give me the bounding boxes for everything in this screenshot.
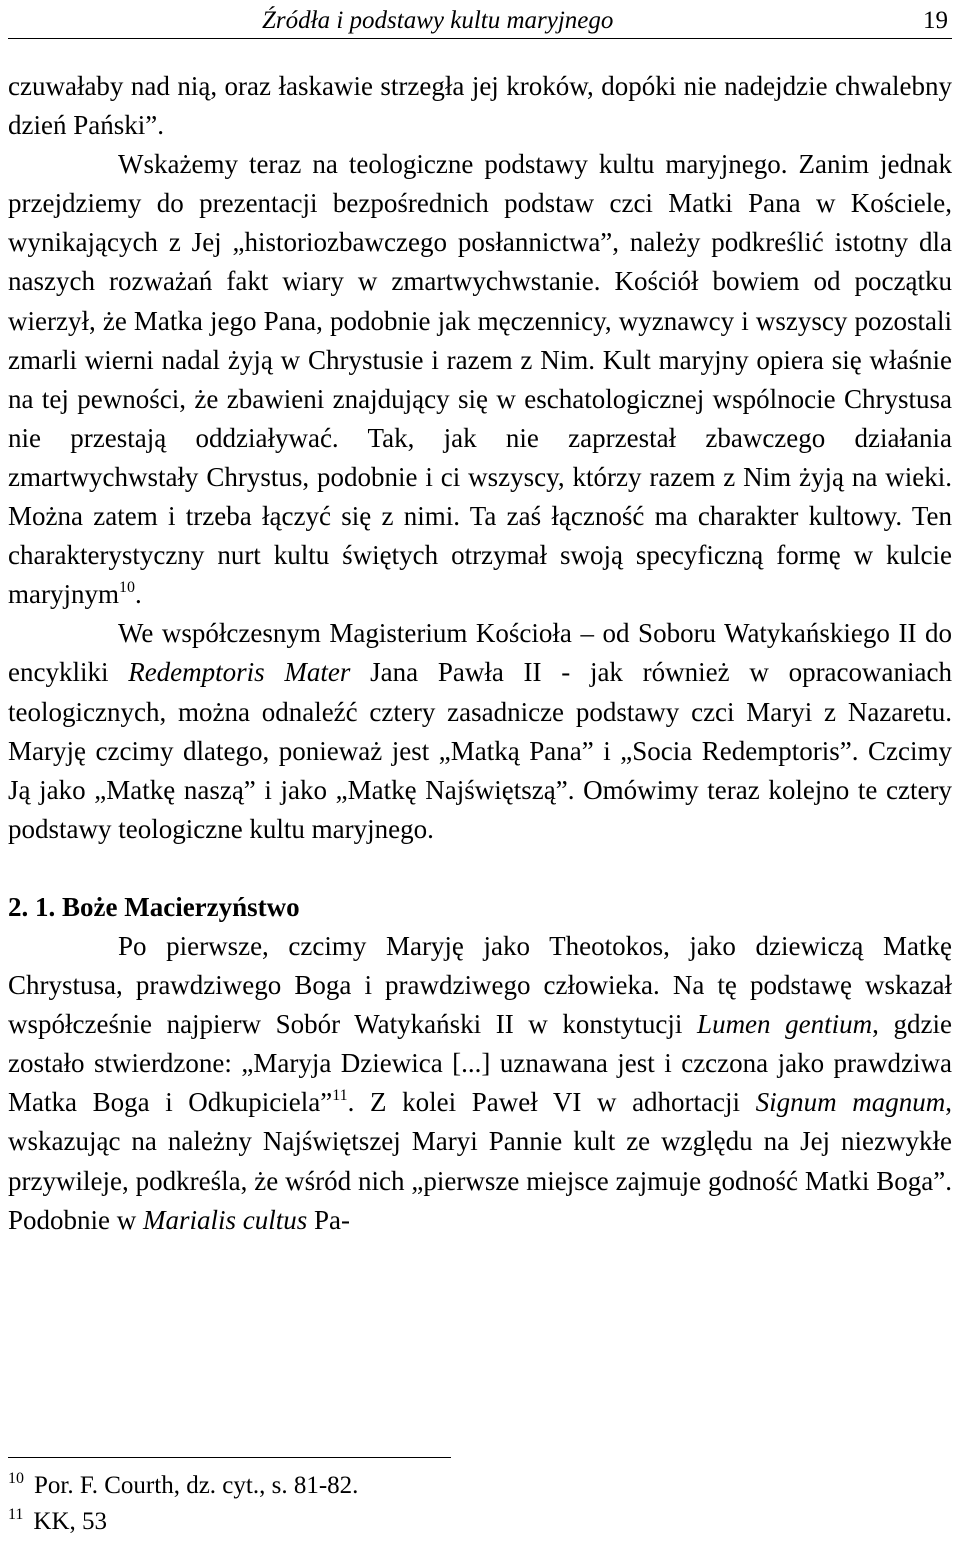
running-title: Źródła i podstawy kultu maryjnego (262, 7, 614, 34)
paragraph-2 (8, 145, 952, 614)
paragraph-2-end: . (134, 579, 142, 610)
marialis-cultus-title: Marialis cultus (143, 1204, 308, 1235)
paragraph-3 (8, 614, 952, 849)
footnote-ref-11: 11 (332, 1087, 348, 1105)
footnote-ref-10: 10 (118, 579, 135, 597)
body-text (8, 67, 952, 1240)
paragraph-4-text-c: . Z kolei Paweł VI w adhortacji (347, 1087, 756, 1118)
footnote-divider (8, 1457, 451, 1458)
running-header (8, 4, 952, 39)
section-heading: 2. 1. Boże Macierzyństwo (8, 891, 300, 922)
footnotes (8, 1468, 358, 1540)
footnote-number: 11 (8, 1506, 24, 1523)
footnote-10 (8, 1468, 358, 1504)
paragraph-4 (8, 927, 952, 1240)
encyclical-title: Redemptoris Mater (128, 657, 351, 688)
paragraph-1-text: czuwałaby nad nią, oraz łaskawie strzegła jej kroków, dopóki nie nadejdzie chwalebny dzień Pański”. (8, 71, 952, 141)
paragraph-4-text-b: , gdzie zostało stwierdzone: „Maryja Dziewica [...] uznawana jest i czczona jako prawdziwa Matka Boga i Odkupiciela” (8, 1009, 952, 1118)
footnote-number: 10 (8, 1470, 24, 1487)
paragraph-4-text-d: , wskazując na należny Najświętszej Maryi Pannie kult ze względu na Jej niezwykłe przywileje, podkreśla, że wśród nich „pierwsze miejsce zajmuje godność Matki Boga”. Podobnie w (8, 1087, 953, 1235)
section-spacer (8, 849, 952, 888)
paragraph-4-text-a: Po pierwsze, czcimy Maryję jako Theotokos, jako dziewiczą Matkę Chrystusa, prawdziwego Boga i prawdziwego człowieka. Na tę podstawę wskazał współcześnie najpierw Sobór Watykański II w konstytucji (8, 930, 952, 1040)
page-number: 19 (923, 7, 948, 34)
exhortation-title: Signum magnum (755, 1087, 946, 1118)
paragraph-4-text-e: Pa- (307, 1204, 351, 1235)
paragraph-3-text-b: Jana Pawła II - jak również w opracowaniach teologicznych, można odnaleźć cztery zasadnicze podstawy czci Maryi z Nazaretu. Maryję czcimy dlatego, ponieważ jest „Matką Pana” i „Socia Redemptoris”. Czcimy Ją jako „Matkę naszą” i jako „Matkę Najświętszą”. Omówimy teraz kolejno te cztery podstawy teologiczne kultu maryjnego. (8, 657, 952, 844)
paragraph-3-text-a: We współczesnym Magisterium Kościoła – od Soboru Watykańskiego II do encykliki (8, 618, 952, 688)
constitution-title: Lumen gentium (697, 1009, 873, 1040)
footnote-text: KK, 53 (33, 1508, 108, 1535)
footnote-11 (8, 1504, 358, 1540)
paragraph-1 (8, 67, 952, 145)
paragraph-2-text: Wskażemy teraz na teologiczne podstawy kultu maryjnego. Zanim jednak przejdziemy do prezentacji bezpośrednich podstaw czci Matki Pana w Kościele, wynikających z Jej „historiozbawczego posłannictwa”, należy podkreślić istotny dla naszych rozważań fakt wiary w zmartwychwstanie. Kościół bowiem od początku wierzył, że Matka jego Pana, podobnie jak męczennicy, wyznawcy i wszyscy pozostali zmarli wierni nadal żyją w Chrystusie i razem z Nim. Kult maryjny opiera się właśnie na tej pewności, że zbawieni znajdujący się w eschatologicznej wspólnocie Chrystusa nie przestają oddziaływać. Tak, jak nie zaprzestał zbawczego działania zmartwychwstały Chrystus, podobnie i ci wszyscy, którzy razem z Nim żyją na wieki. Można zatem i trzeba łączyć się z nimi. Ta zaś łączność ma charakter kultowy. Ten charakterystyczny nurt kultu świętych otrzymał swoją specyficzną formę w kulcie maryjnym (8, 149, 952, 610)
footnote-text: Por. F. Courth, dz. cyt., s. 81-82. (34, 1472, 359, 1499)
